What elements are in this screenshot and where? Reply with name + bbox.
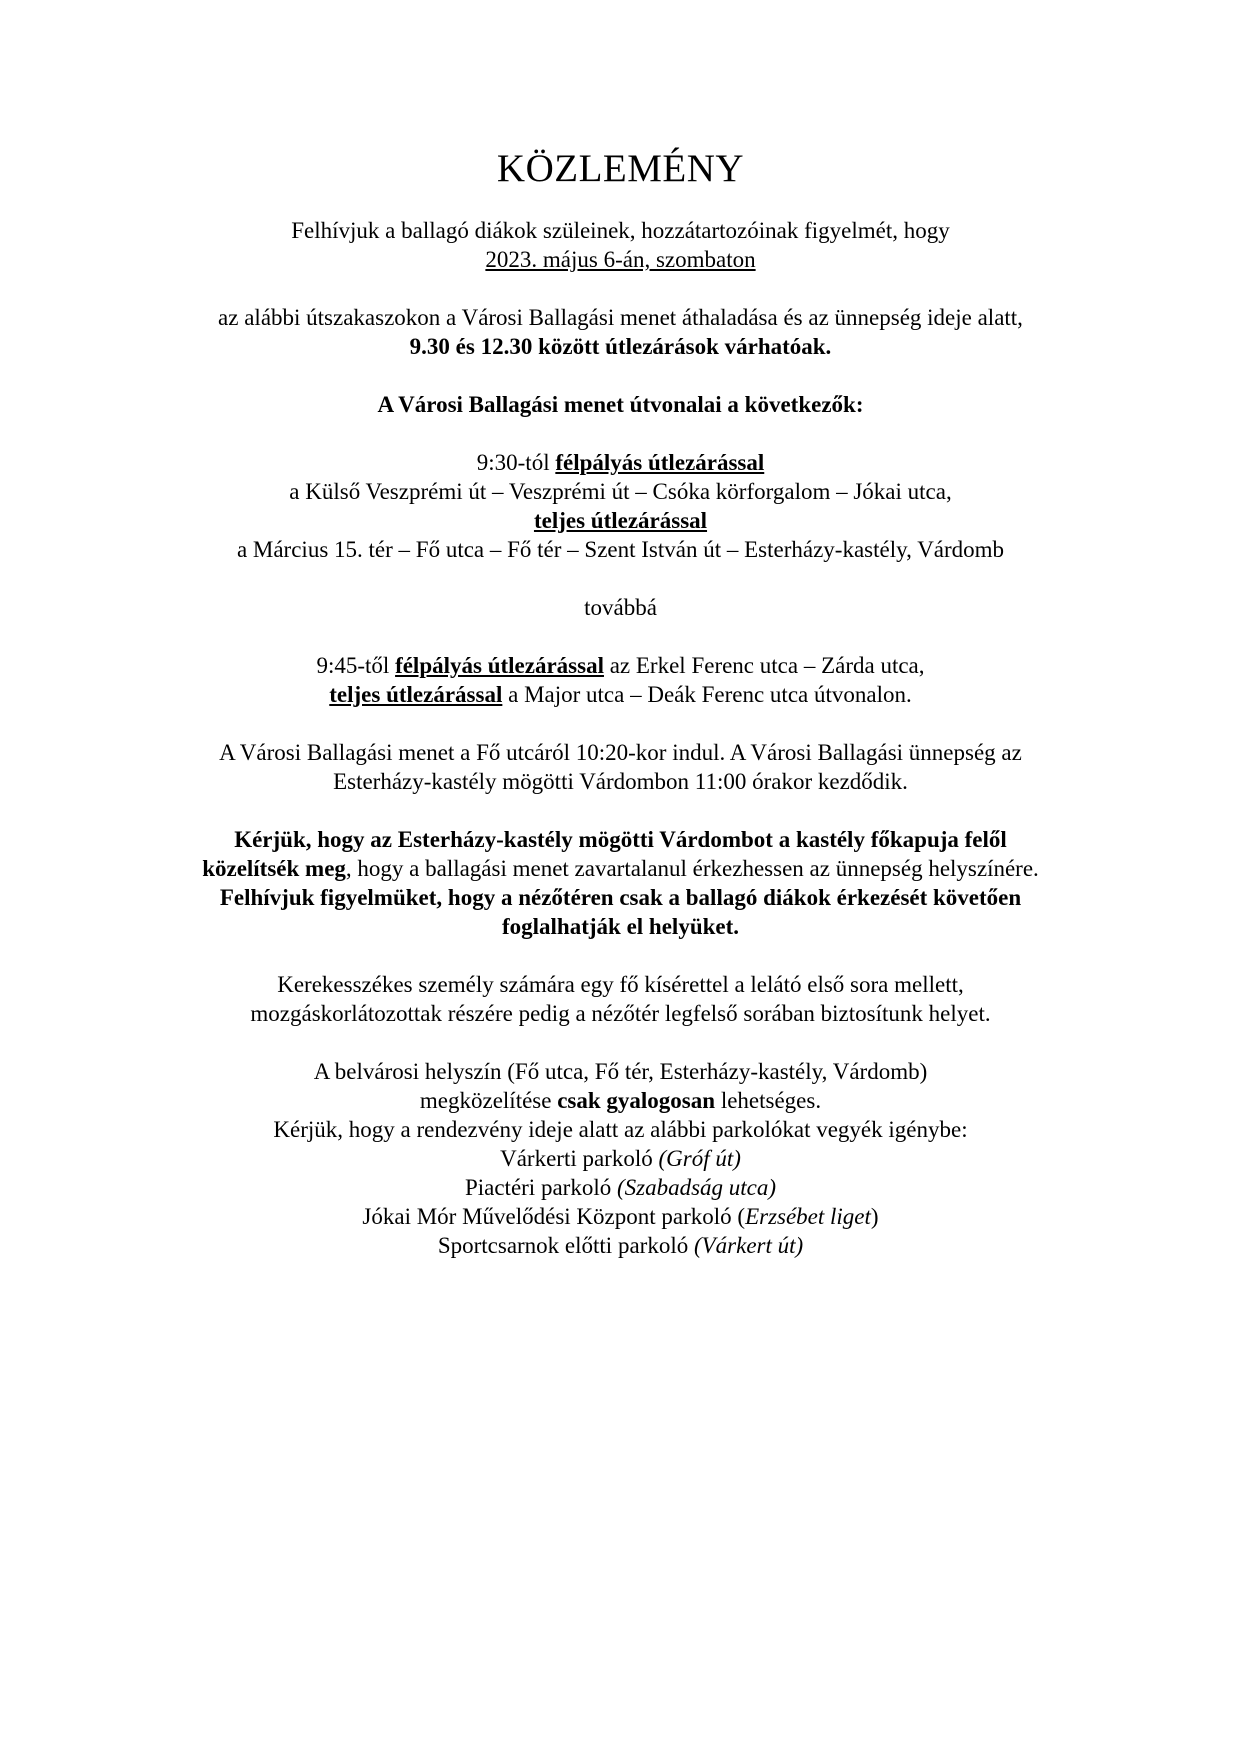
accessibility-line2: mozgáskorlátozottak részére pedig a nézőtér legfelső sorában biztosítunk helyet. bbox=[250, 1001, 991, 1026]
access-line2c: lehetséges. bbox=[715, 1088, 822, 1113]
parking-suffix: ) bbox=[870, 1204, 879, 1229]
parking-location: Erzsébet liget bbox=[745, 1204, 871, 1229]
route2-streets2: a Major utca – Deák Ferenc utca útvonalon. bbox=[502, 682, 912, 707]
parking-item bbox=[100, 1144, 1141, 1173]
furthermore: továbbá bbox=[584, 595, 657, 620]
route1-line1 bbox=[100, 448, 1141, 477]
request-bold4: foglalhatják el helyüket. bbox=[501, 914, 740, 939]
access-line2 bbox=[100, 1086, 1141, 1115]
parking-name: Sportcsarnok előtti parkoló bbox=[437, 1233, 694, 1258]
route2-streets1: az Erkel Ferenc utca – Zárda utca, bbox=[603, 653, 925, 678]
access-line2a: megközelítése bbox=[419, 1088, 558, 1113]
closure-line: az alábbi útszakaszokon a Városi Ballagási menet áthaladása és az ünnepség ideje alatt, bbox=[218, 305, 1023, 330]
route2-type1: félpályás útlezárással bbox=[395, 653, 604, 678]
route1-streets1: a Külső Veszprémi út – Veszprémi út – Csóka körforgalom – Jókai utca, bbox=[289, 479, 952, 504]
request-bold3: Felhívjuk figyelmüket, hogy a nézőtéren csak a ballagó diákok érkezését követően bbox=[219, 885, 1022, 910]
request-bold2: közelítsék meg bbox=[202, 856, 346, 881]
document-title: KÖZLEMÉNY bbox=[496, 147, 745, 190]
accessibility-line1: Kerekesszékes személy számára egy fő kísérettel a lelátó első sora mellett, bbox=[277, 972, 964, 997]
access-line1: A belvárosi helyszín (Fő utca, Fő tér, Esterházy-kastély, Várdomb) bbox=[313, 1059, 928, 1084]
parking-name: Piactéri parkoló bbox=[464, 1175, 617, 1200]
parking-location: (Várkert út) bbox=[693, 1233, 804, 1258]
route2-line2 bbox=[100, 680, 1141, 709]
intro-line: Felhívjuk a ballagó diákok szüleinek, hozzátartozóinak figyelmét, hogy bbox=[291, 218, 950, 243]
parking-name: Várkerti parkoló bbox=[500, 1146, 659, 1171]
route1-streets2: a Március 15. tér – Fő utca – Fő tér – Szent István út – Esterházy-kastély, Várdomb bbox=[236, 537, 1005, 562]
closure-times: 9.30 és 12.30 között útlezárások várhatóak. bbox=[409, 334, 832, 359]
parking-item bbox=[100, 1173, 1141, 1202]
access-walk-only: csak gyalogosan bbox=[557, 1088, 716, 1113]
schedule-line1: A Városi Ballagási menet a Fő utcáról 10:20-kor indul. A Városi Ballagási ünnepség az bbox=[219, 740, 1022, 765]
route1-time: 9:30-tól bbox=[476, 450, 556, 475]
route1-type2: teljes útlezárással bbox=[533, 508, 708, 533]
route1-type1: félpályás útlezárással bbox=[555, 450, 765, 475]
parking-name: Jókai Mór Művelődési Központ parkoló ( bbox=[362, 1204, 746, 1229]
parking-item bbox=[100, 1202, 1141, 1231]
access-line3: Kérjük, hogy a rendezvény ideje alatt az alábbi parkolókat vegyék igénybe: bbox=[273, 1117, 968, 1142]
route2-line1 bbox=[100, 651, 1141, 680]
parking-location: (Gróf út) bbox=[658, 1146, 741, 1171]
schedule-line2: Esterházy-kastély mögötti Várdombon 11:00 órakor kezdődik. bbox=[333, 769, 908, 794]
request-line2 bbox=[100, 854, 1141, 883]
event-date: 2023. május 6-án, szombaton bbox=[485, 247, 756, 272]
announcement bbox=[100, 146, 1141, 1260]
parking-item bbox=[100, 1231, 1141, 1260]
request-bold1: Kérjük, hogy az Esterházy-kastély mögötti Várdombot a kastély főkapuja felől bbox=[234, 827, 1007, 852]
parking-location: (Szabadság utca) bbox=[616, 1175, 777, 1200]
route2-time: 9:45-től bbox=[316, 653, 396, 678]
route-heading: A Városi Ballagási menet útvonalai a következők: bbox=[377, 392, 864, 417]
route2-type2: teljes útlezárással bbox=[329, 682, 503, 707]
request-normal2: , hogy a ballagási menet zavartalanul érkezhessen az ünnepség helyszínére. bbox=[345, 856, 1039, 881]
